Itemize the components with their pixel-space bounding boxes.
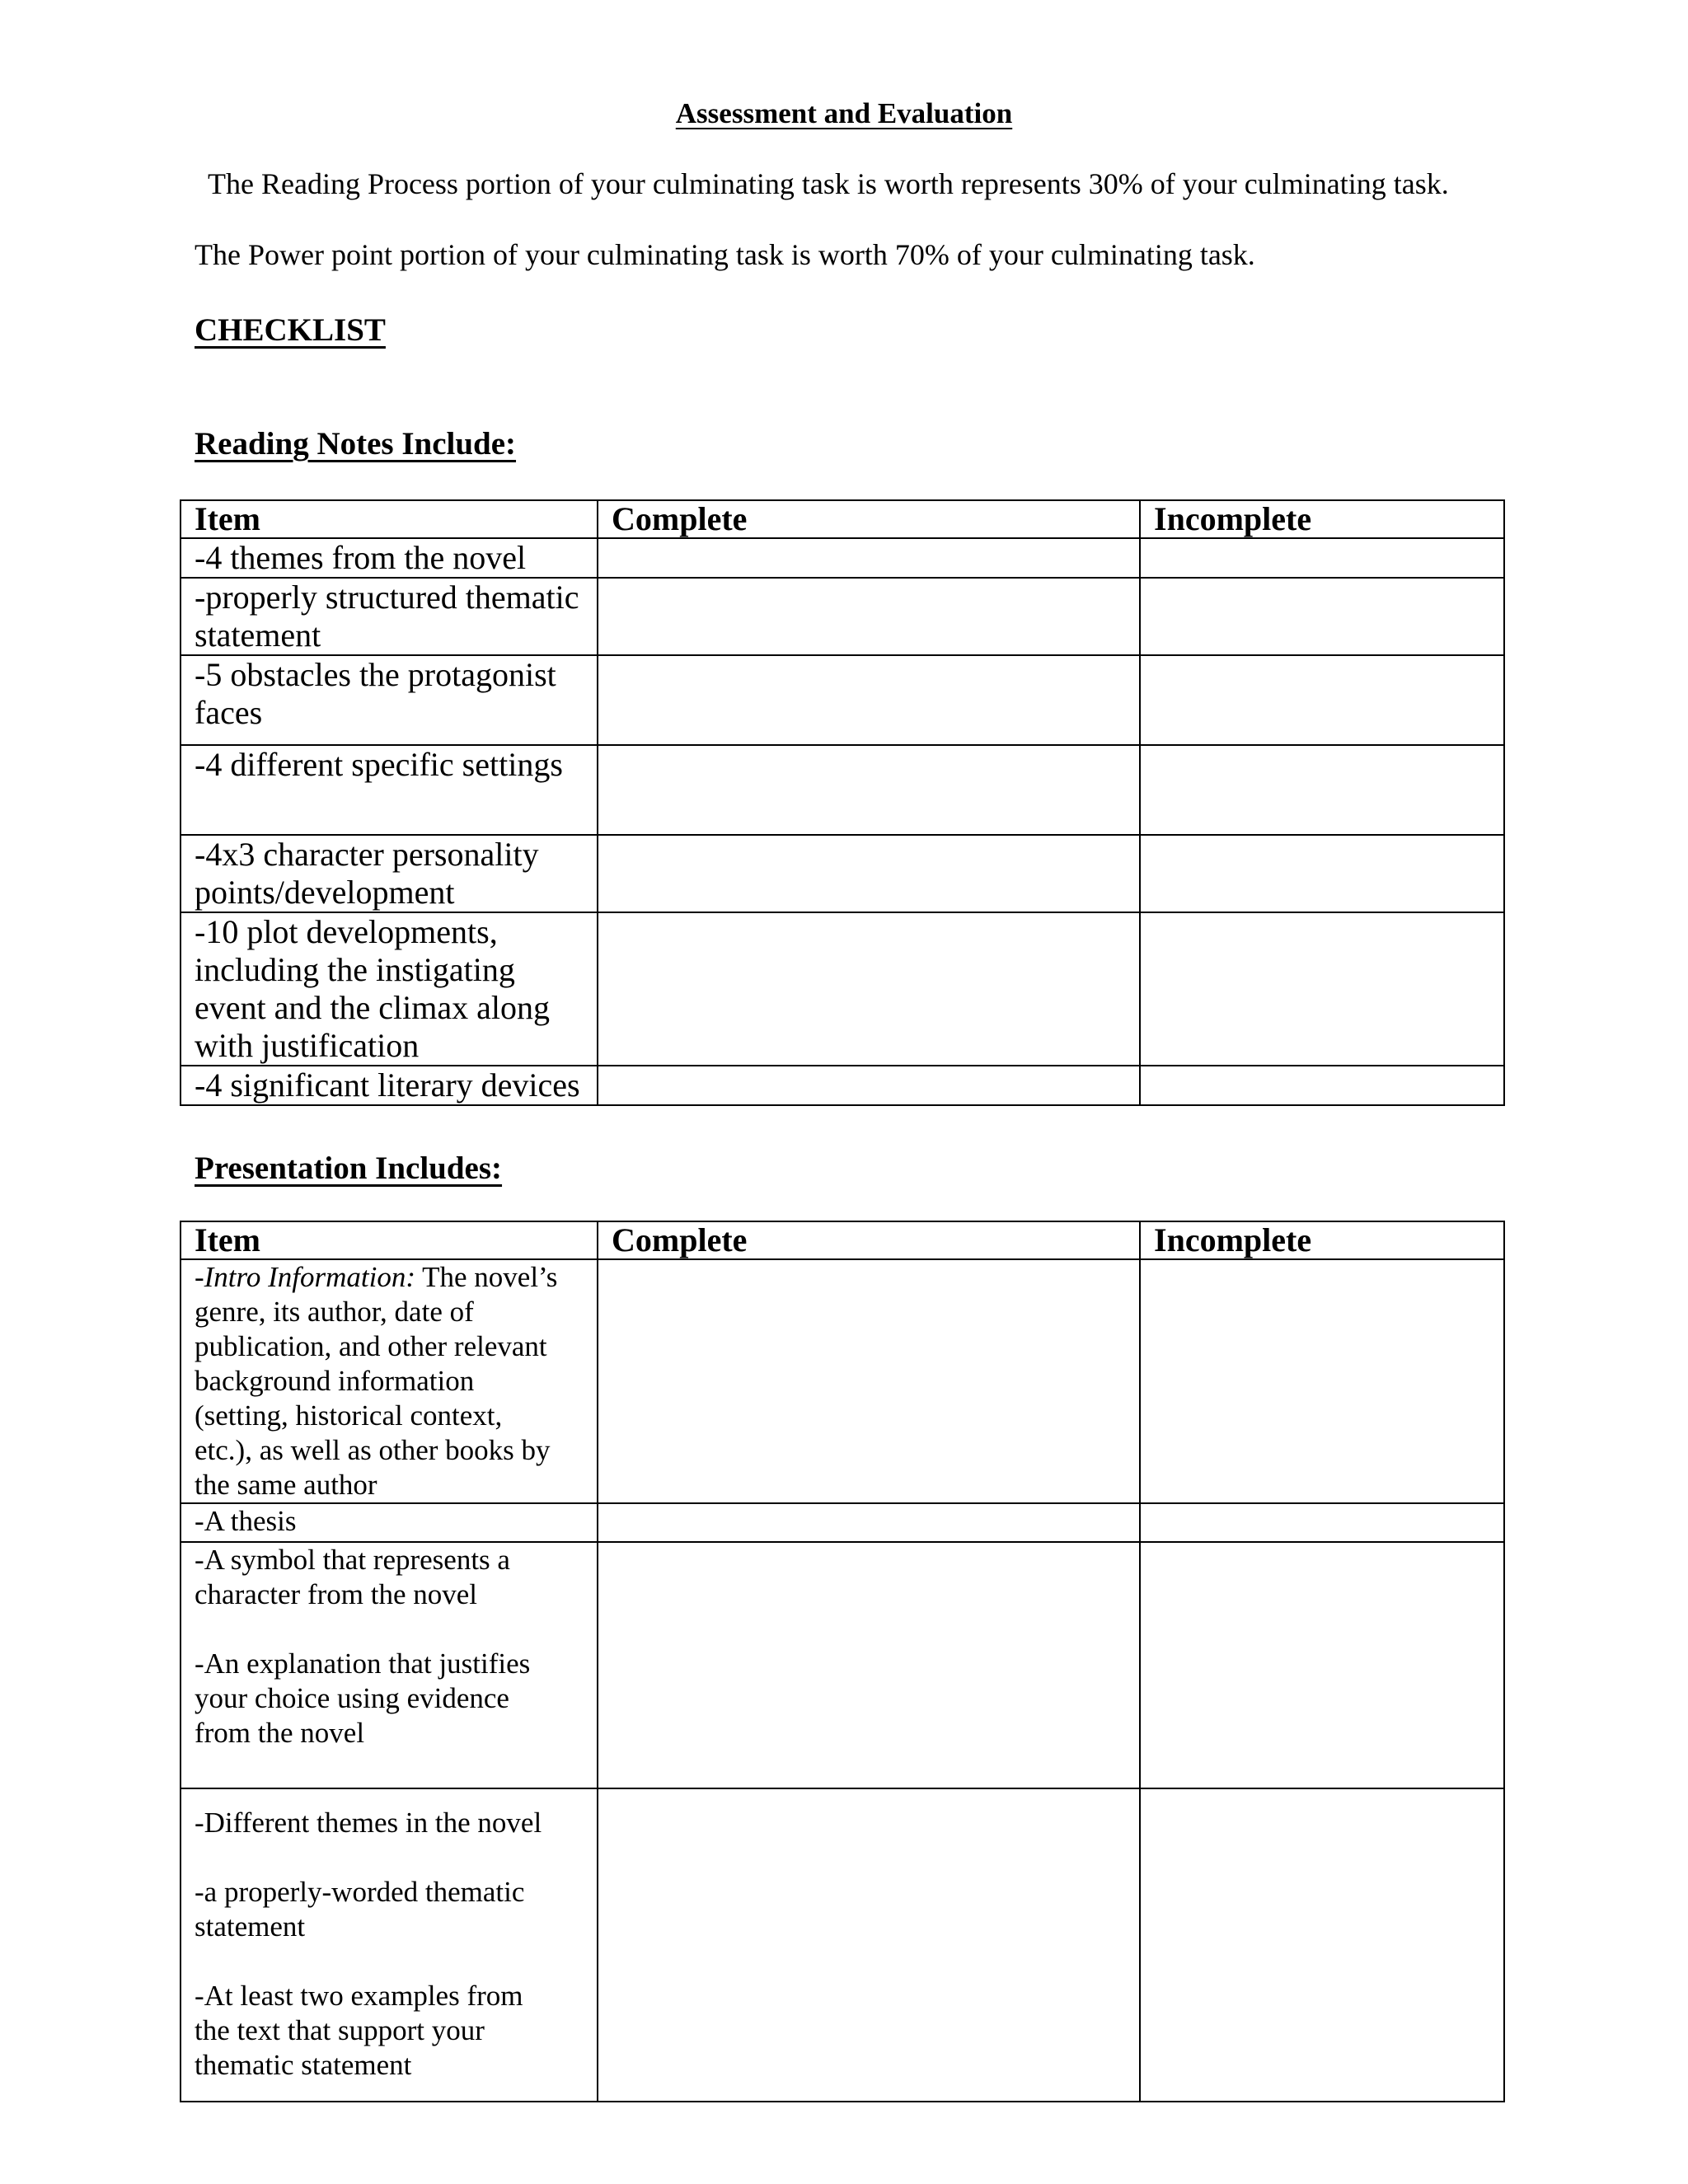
- item-cell: -A symbol that represents a character from the novel -An explanation that justifies your choice using evidence from the novel: [181, 1542, 598, 1788]
- item-cell: -5 obstacles the protagonist faces: [181, 655, 598, 745]
- table-header-row: [181, 500, 1504, 538]
- incomplete-cell[interactable]: [1140, 578, 1504, 655]
- complete-cell[interactable]: [598, 1066, 1140, 1105]
- item-cell: -10 plot developments, including the instigating event and the climax along with justification: [181, 912, 598, 1066]
- table-header-row: [181, 1221, 1504, 1259]
- table-row: [181, 655, 1504, 745]
- incomplete-cell[interactable]: [1140, 538, 1504, 578]
- table-row: [181, 745, 1504, 835]
- presentation-table: [180, 1221, 1505, 2102]
- incomplete-cell[interactable]: [1140, 835, 1504, 912]
- item-cell: [181, 1259, 598, 1503]
- complete-cell[interactable]: [598, 745, 1140, 835]
- incomplete-cell[interactable]: [1140, 1542, 1504, 1788]
- table-row: [181, 1503, 1504, 1542]
- reading-notes-table: [180, 499, 1505, 1106]
- item-cell: -4 different specific settings: [181, 745, 598, 835]
- item-cell: -properly structured thematic statement: [181, 578, 598, 655]
- incomplete-cell[interactable]: [1140, 745, 1504, 835]
- column-header-item: Item: [181, 1221, 598, 1259]
- incomplete-cell[interactable]: [1140, 1503, 1504, 1542]
- intro-information-label: -Intro Information:: [195, 1261, 415, 1293]
- table-row: [181, 1259, 1504, 1503]
- table-row: [181, 912, 1504, 1066]
- column-header-complete: Complete: [598, 500, 1140, 538]
- incomplete-cell[interactable]: [1140, 1066, 1504, 1105]
- incomplete-cell[interactable]: [1140, 1259, 1504, 1503]
- reading-process-weight-text: The Reading Process portion of your culminating task is worth represents 30% of your culminating task.: [208, 167, 1449, 200]
- complete-cell[interactable]: [598, 1259, 1140, 1503]
- complete-cell[interactable]: [598, 538, 1140, 578]
- column-header-incomplete: Incomplete: [1140, 1221, 1504, 1259]
- table-row: [181, 538, 1504, 578]
- item-cell: -4x3 character personality points/development: [181, 835, 598, 912]
- column-header-incomplete: Incomplete: [1140, 500, 1504, 538]
- item-cell: -A thesis: [181, 1503, 598, 1542]
- complete-cell[interactable]: [598, 912, 1140, 1066]
- table-row: [181, 1066, 1504, 1105]
- table-row: [181, 835, 1504, 912]
- item-cell: -4 significant literary devices: [181, 1066, 598, 1105]
- complete-cell[interactable]: [598, 1788, 1140, 2102]
- complete-cell[interactable]: [598, 655, 1140, 745]
- presentation-heading: Presentation Includes:: [195, 1151, 503, 1186]
- checklist-heading: CHECKLIST: [195, 312, 386, 348]
- column-header-complete: Complete: [598, 1221, 1140, 1259]
- table-row: [181, 578, 1504, 655]
- document-title: Assessment and Evaluation: [675, 97, 1013, 129]
- complete-cell[interactable]: [598, 835, 1140, 912]
- table-row: [181, 1542, 1504, 1788]
- complete-cell[interactable]: [598, 578, 1140, 655]
- table-row: [181, 1788, 1504, 2102]
- item-cell: -4 themes from the novel: [181, 538, 598, 578]
- reading-notes-heading: Reading Notes Include:: [195, 426, 517, 462]
- intro-information-text: The novel’s genre, its author, date of publication, and other relevant background information (setting, historical context, etc.), as well as other books by the same author: [195, 1261, 558, 1501]
- incomplete-cell[interactable]: [1140, 912, 1504, 1066]
- column-header-item: Item: [181, 500, 598, 538]
- complete-cell[interactable]: [598, 1503, 1140, 1542]
- incomplete-cell[interactable]: [1140, 1788, 1504, 2102]
- complete-cell[interactable]: [598, 1542, 1140, 1788]
- incomplete-cell[interactable]: [1140, 655, 1504, 745]
- item-cell: -Different themes in the novel -a properly-worded thematic statement -At least two examples from the text that support your thematic statement: [181, 1788, 598, 2102]
- powerpoint-weight-text: The Power point portion of your culminating task is worth 70% of your culminating task.: [195, 238, 1255, 271]
